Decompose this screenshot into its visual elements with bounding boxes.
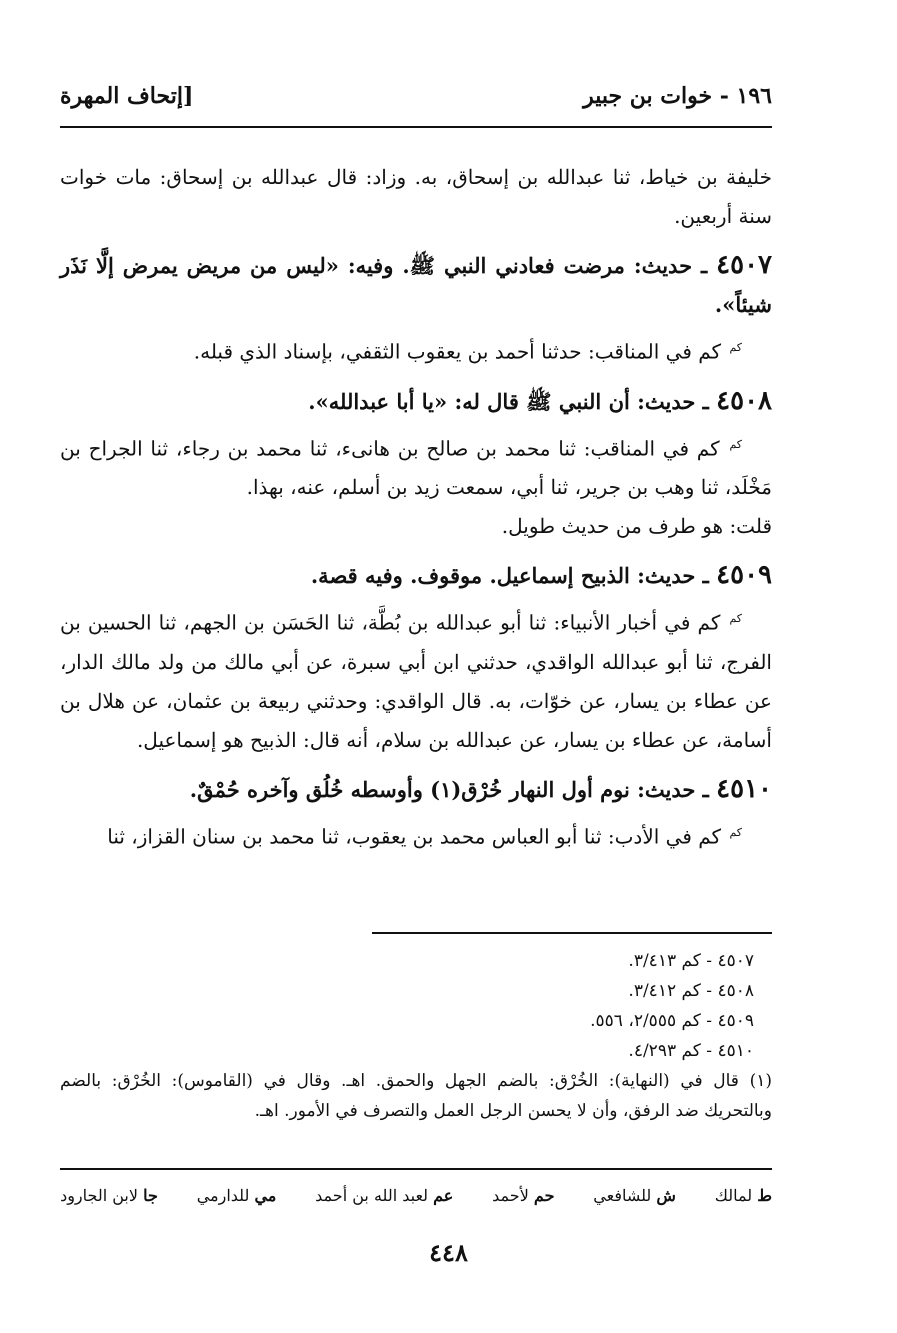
- abbreviation-code: ش: [656, 1186, 676, 1205]
- hadith-4507-source: [60, 328, 772, 372]
- hadith-4509-source: [60, 599, 772, 760]
- hadith-4509-heading: [60, 556, 772, 595]
- abbreviation-code: ط: [757, 1186, 772, 1205]
- hadith-4508-source: [60, 425, 772, 508]
- footnote-ref: ٤٥٠٧ - كم ٣/٤١٣.: [628, 951, 754, 971]
- hadith-number: ٤٥٠٩: [716, 560, 772, 591]
- footnote-ref: ٤٥٠٨ - كم ٣/٤١٢.: [628, 981, 754, 1001]
- hadith-4508-heading: [60, 382, 772, 421]
- running-header: [60, 78, 772, 114]
- header-book-title: [إتحاف المهرة: [60, 83, 194, 109]
- main-text: [60, 158, 772, 857]
- footnote-divider: [372, 932, 772, 934]
- abbreviation-name: للشافعي: [593, 1186, 652, 1205]
- hadith-number: ٤٥٠٨: [716, 385, 772, 416]
- footnote-note: (١) قال في (النهاية): الخُرْق: بالضم الجهل والحمق. اهـ. وقال في (القاموس): الخُرْق: بالضم وبالتحريك ضد الرفق، وأن لا يحسن الرجل العمل والتصرف في الأمور. اهـ.: [60, 1071, 772, 1121]
- source-text: كم في الأدب: ثنا أبو العباس محمد بن يعقوب، ثنا محمد بن سنان القزاز، ثنا: [107, 824, 722, 849]
- abbreviation-item: [60, 1186, 158, 1205]
- abbreviation-item: [593, 1186, 676, 1205]
- source-text: كم في المناقب: ثنا محمد بن صالح بن هانىء، ثنا محمد بن رجاء، ثنا الجراح بن مَخْلَد، ثنا وهب بن جرير، ثنا أبي، سمعت زيد بن أسلم، عنه، بهذا.: [60, 436, 772, 500]
- abbreviation-item: [315, 1186, 453, 1205]
- abbreviation-name: لمالك: [714, 1186, 753, 1205]
- abbreviation-code: عم: [433, 1186, 454, 1205]
- hadith-4510-source: [60, 813, 772, 857]
- hadith-number: ٤٥٠٧: [716, 250, 772, 280]
- source-mark: كم: [729, 437, 742, 451]
- abbreviations-divider: [60, 1168, 772, 1170]
- page-number: ٤٤٨: [429, 1238, 468, 1267]
- abbreviation-item: [715, 1186, 772, 1205]
- hadith-text: ـ حديث: أن النبي ﷺ قال له: «يا أبا عبدالله».: [308, 388, 709, 414]
- hadith-4508-note: قلت: هو طرف من حديث طويل.: [501, 514, 772, 539]
- hadith-text: ـ حديث: مرضت فعادني النبي ﷺ. وفيه: «ليس من مريض يمرض إلَّا نَذَر شيئاً».: [60, 253, 772, 317]
- abbreviation-name: للدارمي: [196, 1186, 250, 1205]
- hadith-number: ٤٥١٠: [716, 773, 772, 804]
- abbreviations-legend: [60, 1186, 772, 1205]
- abbreviation-name: لعبد الله بن أحمد: [315, 1186, 429, 1205]
- abbreviation-code: مي: [254, 1186, 277, 1205]
- abbreviation-name: لأحمد: [492, 1186, 529, 1205]
- header-section-title: ١٩٦ - خوات بن جبير: [583, 83, 772, 109]
- intro-paragraph: خليفة بن خياط، ثنا عبدالله بن إسحاق، به. وزاد: قال عبدالله بن إسحاق: مات خوات سنة أربعين.: [60, 165, 772, 228]
- source-text: كم في المناقب: حدثنا أحمد بن يعقوب الثقفي، بإسناد الذي قبله.: [193, 339, 722, 364]
- header-divider: [60, 126, 772, 128]
- source-text: كم في أخبار الأنبياء: ثنا أبو عبدالله بن بُطَّة، ثنا الحَسَن بن الجهم، ثنا الحسين بن الفرج، ثنا أبو عبدالله الواقدي، حدثني ابن أبي سبرة، عن أبي مالك من ولد مالك الدار، عن عطاء بن يسار، عن خوّات، به. قال الواقدي: وحدثني ربيعة بن عثمان، عن هلال بن أسامة، عن عطاء بن يسار، عن عبدالله بن سلام، أنه قال: الذبيح هو إسماعيل.: [60, 610, 772, 752]
- footnote-ref: ٤٥٠٩ - كم ٢/٥٥٥، ٥٥٦.: [590, 1011, 754, 1031]
- footnotes: [60, 946, 772, 1126]
- footnote-ref: ٤٥١٠ - كم ٤/٢٩٣.: [628, 1041, 754, 1061]
- abbreviation-item: [197, 1186, 277, 1205]
- abbreviation-name: لابن الجارود: [60, 1186, 139, 1205]
- abbreviation-code: جا: [143, 1186, 158, 1205]
- hadith-4507-heading: [60, 246, 772, 324]
- hadith-text: ـ حديث: نوم أول النهار خُرْق(١) وأوسطه خُلُق وآخره حُمْقٌ.: [189, 776, 709, 802]
- hadith-4510-heading: [60, 770, 772, 809]
- source-mark: كم: [729, 612, 742, 626]
- source-mark: كم: [729, 825, 742, 839]
- hadith-text: ـ حديث: الذبيح إسماعيل. موقوف. وفيه قصة.: [310, 563, 709, 589]
- abbreviation-code: حم: [533, 1186, 555, 1205]
- abbreviation-item: [492, 1186, 554, 1205]
- source-mark: كم: [729, 341, 742, 354]
